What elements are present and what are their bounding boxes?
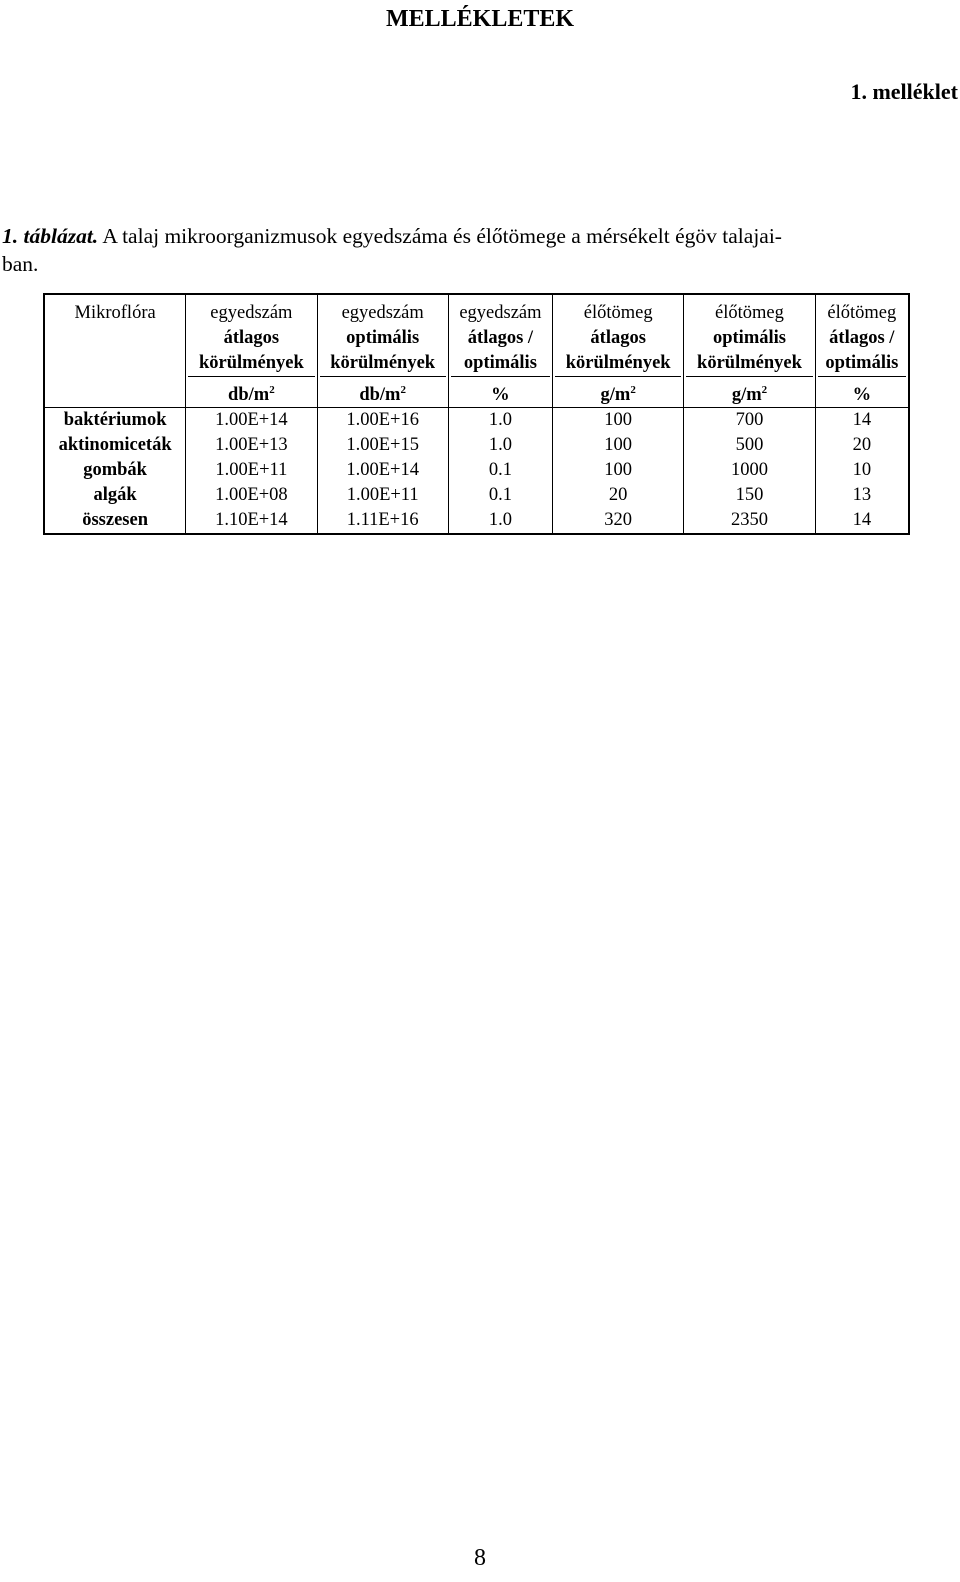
table-row (44, 483, 909, 508)
unit-cell (44, 377, 186, 408)
table-cell: 1.0 (448, 408, 552, 434)
subheader-cell (44, 325, 186, 377)
unit-base: g/m (731, 385, 762, 405)
table-cell: 0.1 (448, 483, 552, 508)
table-caption-continuation: ban. (2, 252, 39, 276)
row-label: aktinomiceták (44, 433, 186, 458)
table-cell: 1.00E+11 (186, 458, 317, 483)
table-caption-label: 1. táblázat. (2, 224, 99, 248)
row-label: baktériumok (44, 408, 186, 434)
table-cell: 14 (815, 408, 909, 434)
unit-exponent: 2 (269, 384, 275, 396)
table-caption (2, 222, 952, 250)
header-cell: egyedszám (448, 294, 552, 325)
appendix-label: 1. melléklet (850, 79, 958, 104)
table-cell: 2350 (684, 508, 815, 534)
header-cell: élőtömeg (553, 294, 684, 325)
table-cell: 1.11E+16 (317, 508, 448, 534)
table-cell: 14 (815, 508, 909, 534)
table-cell: 100 (553, 433, 684, 458)
table-cell: 0.1 (448, 458, 552, 483)
table-cell: 1.0 (448, 433, 552, 458)
table-cell: 100 (553, 408, 684, 434)
unit-base: % (852, 385, 872, 405)
header-cell: egyedszám (317, 294, 448, 325)
table-cell: 700 (684, 408, 815, 434)
unit-exponent: 2 (761, 384, 768, 396)
table-cell: 1.00E+08 (186, 483, 317, 508)
subheader-line: átlagos / (829, 328, 895, 348)
subheader-cell (186, 325, 317, 377)
table-row (44, 433, 909, 458)
table-cell: 1.0 (448, 508, 552, 534)
table-subheader-row (44, 325, 909, 377)
unit-cell (684, 377, 815, 408)
page-number: 8 (474, 1545, 486, 1571)
unit-cell (448, 377, 552, 408)
subheader-cell (815, 325, 909, 377)
subheader-line: optimális (451, 351, 550, 377)
table-cell: 100 (553, 458, 684, 483)
unit-cell (186, 377, 317, 408)
subheader-line: átlagos (223, 328, 280, 348)
table-cell: 150 (684, 483, 815, 508)
header-cell: élőtömeg (815, 294, 909, 325)
unit-exponent: 2 (630, 384, 636, 396)
table-cell: 20 (553, 483, 684, 508)
table-row (44, 458, 909, 483)
table-cell: 320 (553, 508, 684, 534)
table-cell: 1.10E+14 (186, 508, 317, 534)
table-row (44, 508, 909, 534)
row-label: algák (44, 483, 186, 508)
unit-base: db/m (228, 385, 270, 405)
table-cell: 500 (684, 433, 815, 458)
table-cell: 13 (815, 483, 909, 508)
subheader-line: körülmények (686, 351, 812, 377)
page-heading: MELLÉKLETEK (385, 6, 575, 32)
subheader-line: körülmények (320, 351, 446, 377)
unit-cell (815, 377, 909, 408)
subheader-cell (553, 325, 684, 377)
row-label: gombák (44, 458, 186, 483)
subheader-line: optimális (712, 328, 786, 348)
unit-exponent: 2 (400, 384, 406, 396)
table-cell: 1.00E+14 (186, 408, 317, 434)
header-cell: Mikroflóra (44, 294, 186, 325)
row-label: összesen (44, 508, 186, 534)
unit-base: % (491, 385, 510, 405)
table-cell: 20 (815, 433, 909, 458)
subheader-cell (448, 325, 552, 377)
subheader-line: átlagos / (467, 328, 534, 348)
table-cell: 10 (815, 458, 909, 483)
header-cell: egyedszám (186, 294, 317, 325)
subheader-line: körülmények (188, 351, 314, 377)
unit-base: g/m (600, 385, 631, 405)
unit-cell (553, 377, 684, 408)
table-cell: 1.00E+11 (317, 483, 448, 508)
table-cell: 1.00E+15 (317, 433, 448, 458)
table-units-row (44, 377, 909, 408)
subheader-line: körülmények (555, 351, 681, 377)
table-cell: 1.00E+16 (317, 408, 448, 434)
subheader-line: optimális (346, 328, 420, 348)
table-cell: 1000 (684, 458, 815, 483)
table-header-row (44, 294, 909, 325)
unit-cell (317, 377, 448, 408)
unit-base: db/m (359, 385, 401, 405)
subheader-cell (684, 325, 815, 377)
subheader-cell (317, 325, 448, 377)
microflora-table (43, 293, 910, 535)
table-row (44, 408, 909, 434)
subheader-line: optimális (818, 351, 906, 377)
table-caption-text: A talaj mikroorganizmusok egyedszáma és élőtömege a mérsékelt égöv talajai- (98, 224, 782, 248)
subheader-line: átlagos (590, 328, 646, 348)
table-cell: 1.00E+14 (317, 458, 448, 483)
table-cell: 1.00E+13 (186, 433, 317, 458)
header-cell: élőtömeg (684, 294, 815, 325)
